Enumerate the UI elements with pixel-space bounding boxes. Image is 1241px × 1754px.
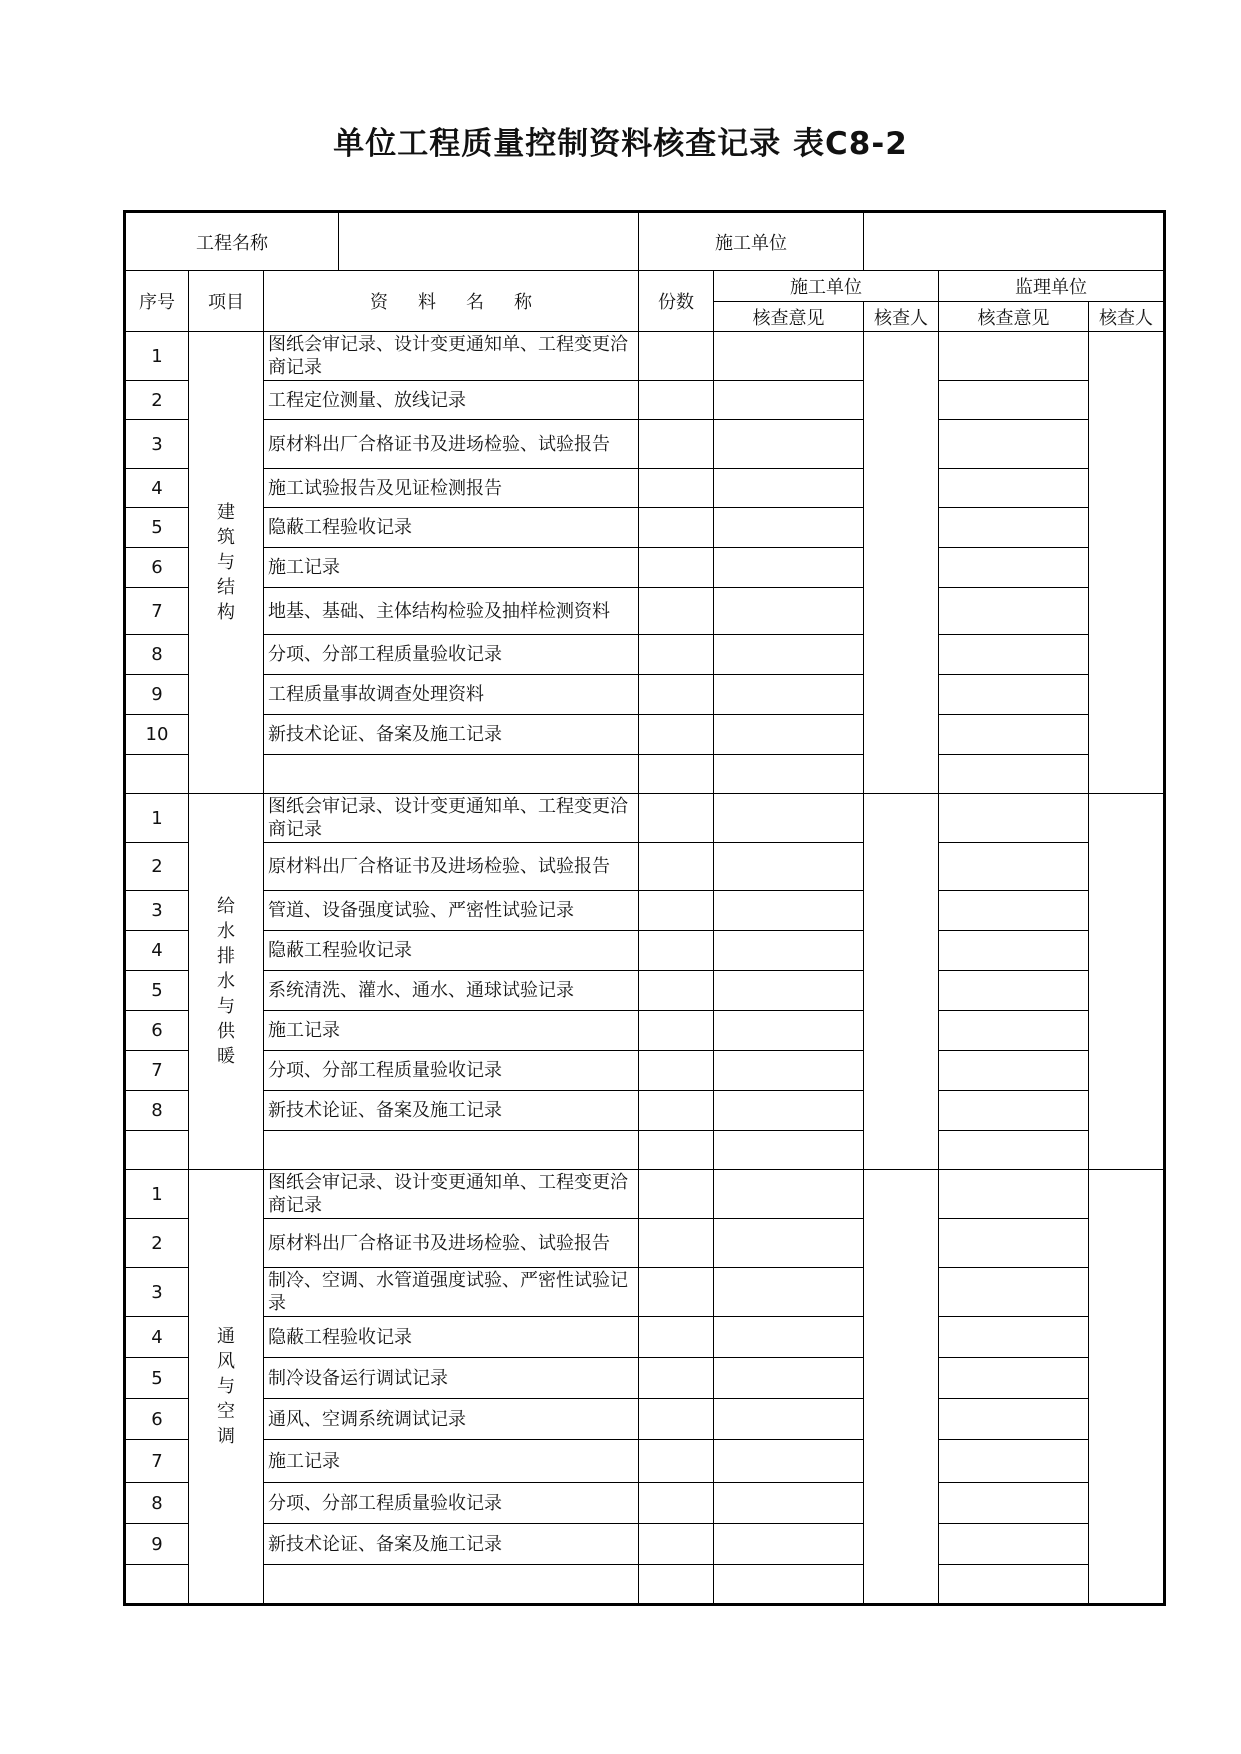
- row-doc-name: 新技术论证、备案及施工记录: [264, 1091, 639, 1131]
- row-seq: 1: [125, 1170, 189, 1219]
- row-seq: 10: [125, 715, 189, 755]
- col-seq: 序号: [125, 271, 189, 332]
- row-doc-name: 地基、基础、主体结构检验及抽样检测资料: [264, 588, 639, 635]
- row-supervision-opinion-field[interactable]: [939, 635, 1089, 675]
- table-row: [125, 1131, 1165, 1170]
- row-copies-field[interactable]: [639, 1011, 714, 1051]
- row-construction-opinion-field[interactable]: [714, 1524, 864, 1565]
- row-construction-opinion-field[interactable]: [714, 843, 864, 891]
- row-construction-opinion-field[interactable]: [714, 508, 864, 548]
- col-supervision-unit: 监理单位: [939, 271, 1165, 302]
- row-copies-field[interactable]: [639, 1399, 714, 1440]
- table-row: [125, 675, 1165, 715]
- row-supervision-opinion-field[interactable]: [939, 508, 1089, 548]
- row-construction-opinion-field[interactable]: [714, 332, 864, 381]
- row-doc-name: 制冷、空调、水管道强度试验、严密性试验记录: [264, 1268, 639, 1317]
- row-doc-name: 管道、设备强度试验、严密性试验记录: [264, 891, 639, 931]
- row-copies-field[interactable]: [639, 1440, 714, 1483]
- row-copies-field[interactable]: [639, 635, 714, 675]
- row-supervision-opinion-field[interactable]: [939, 381, 1089, 420]
- row-copies-field[interactable]: [639, 1317, 714, 1358]
- row-supervision-opinion-field[interactable]: [939, 931, 1089, 971]
- row-copies-field[interactable]: [639, 755, 714, 794]
- row-construction-opinion-field[interactable]: [714, 1051, 864, 1091]
- row-supervision-opinion-field[interactable]: [939, 1011, 1089, 1051]
- construction-unit-label: 施工单位: [639, 212, 864, 271]
- section-item-label: 给 水 排 水 与 供 暖: [189, 794, 264, 1170]
- row-seq: 8: [125, 635, 189, 675]
- table-row: [125, 1051, 1165, 1091]
- table-row: [125, 381, 1165, 420]
- inspection-table: [123, 210, 1166, 1606]
- row-construction-opinion-field[interactable]: [714, 1358, 864, 1399]
- table-row: [125, 1011, 1165, 1051]
- row-supervision-opinion-field[interactable]: [939, 755, 1089, 794]
- row-copies-field[interactable]: [639, 548, 714, 588]
- row-construction-opinion-field[interactable]: [714, 794, 864, 843]
- row-doc-name: 隐蔽工程验收记录: [264, 931, 639, 971]
- table-row: [125, 635, 1165, 675]
- row-seq: 4: [125, 1317, 189, 1358]
- row-doc-name: 图纸会审记录、设计变更通知单、工程变更洽商记录: [264, 332, 639, 381]
- col-construction-unit: 施工单位: [714, 271, 939, 302]
- row-copies-field[interactable]: [639, 715, 714, 755]
- row-supervision-opinion-field[interactable]: [939, 420, 1089, 469]
- row-seq: 6: [125, 548, 189, 588]
- table-row: [125, 715, 1165, 755]
- table-row: [125, 332, 1165, 381]
- row-supervision-opinion-field[interactable]: [939, 1051, 1089, 1091]
- row-copies-field[interactable]: [639, 1091, 714, 1131]
- col-copies: 份数: [639, 271, 714, 332]
- row-copies-field[interactable]: [639, 381, 714, 420]
- table-row: [125, 1091, 1165, 1131]
- row-supervision-opinion-field[interactable]: [939, 588, 1089, 635]
- row-copies-field[interactable]: [639, 1483, 714, 1524]
- row-construction-opinion-field[interactable]: [714, 1268, 864, 1317]
- row-doc-name: 分项、分部工程质量验收记录: [264, 635, 639, 675]
- row-construction-opinion-field[interactable]: [714, 755, 864, 794]
- table-row: [125, 588, 1165, 635]
- row-seq: 3: [125, 891, 189, 931]
- row-supervision-opinion-field[interactable]: [939, 843, 1089, 891]
- row-doc-name: 隐蔽工程验收记录: [264, 508, 639, 548]
- row-seq: 2: [125, 381, 189, 420]
- row-supervision-opinion-field[interactable]: [939, 1317, 1089, 1358]
- table-row: [125, 1524, 1165, 1565]
- row-copies-field[interactable]: [639, 1565, 714, 1605]
- row-construction-opinion-field[interactable]: [714, 381, 864, 420]
- row-construction-opinion-field[interactable]: [714, 891, 864, 931]
- col-construction-checker: 核查人: [864, 302, 939, 332]
- table-row: [125, 971, 1165, 1011]
- table-row: [125, 843, 1165, 891]
- table-row: [125, 548, 1165, 588]
- row-doc-name: 隐蔽工程验收记录: [264, 1317, 639, 1358]
- table-row: [125, 1268, 1165, 1317]
- row-supervision-opinion-field[interactable]: [939, 1565, 1089, 1605]
- row-construction-opinion-field[interactable]: [714, 1440, 864, 1483]
- row-construction-opinion-field[interactable]: [714, 1170, 864, 1219]
- row-copies-field[interactable]: [639, 508, 714, 548]
- row-copies-field[interactable]: [639, 588, 714, 635]
- row-copies-field[interactable]: [639, 1524, 714, 1565]
- row-copies-field[interactable]: [639, 931, 714, 971]
- row-doc-name: 制冷设备运行调试记录: [264, 1358, 639, 1399]
- row-copies-field[interactable]: [639, 1170, 714, 1219]
- row-doc-name: 施工试验报告及见证检测报告: [264, 469, 639, 508]
- row-supervision-opinion-field[interactable]: [939, 675, 1089, 715]
- table-row: [125, 1219, 1165, 1268]
- row-seq: 3: [125, 1268, 189, 1317]
- row-construction-opinion-field[interactable]: [714, 635, 864, 675]
- row-seq: [125, 1565, 189, 1605]
- row-supervision-opinion-field[interactable]: [939, 971, 1089, 1011]
- construction-checker-field[interactable]: [864, 1170, 939, 1605]
- table-row: [125, 469, 1165, 508]
- table-row: [125, 891, 1165, 931]
- table-row: [125, 1565, 1165, 1605]
- row-copies-field[interactable]: [639, 1051, 714, 1091]
- row-seq: 5: [125, 508, 189, 548]
- row-doc-name: 施工记录: [264, 1440, 639, 1483]
- row-seq: 4: [125, 469, 189, 508]
- row-doc-name: 施工记录: [264, 1011, 639, 1051]
- row-doc-name: 图纸会审记录、设计变更通知单、工程变更洽商记录: [264, 794, 639, 843]
- construction-unit-field[interactable]: [864, 212, 1165, 271]
- row-seq: 8: [125, 1483, 189, 1524]
- row-copies-field[interactable]: [639, 843, 714, 891]
- page-title: 单位工程质量控制资料核查记录 表C8-2: [333, 126, 908, 162]
- header-row-project: [125, 212, 1165, 271]
- table-row: [125, 1170, 1165, 1219]
- col-supervision-checker: 核查人: [1089, 302, 1165, 332]
- row-copies-field[interactable]: [639, 420, 714, 469]
- row-construction-opinion-field[interactable]: [714, 1565, 864, 1605]
- row-doc-name: 工程定位测量、放线记录: [264, 381, 639, 420]
- row-copies-field[interactable]: [639, 1358, 714, 1399]
- row-copies-field[interactable]: [639, 469, 714, 508]
- row-construction-opinion-field[interactable]: [714, 548, 864, 588]
- row-seq: 7: [125, 1440, 189, 1483]
- row-seq: [125, 1131, 189, 1170]
- row-doc-name: 原材料出厂合格证书及进场检验、试验报告: [264, 420, 639, 469]
- row-seq: [125, 755, 189, 794]
- row-supervision-opinion-field[interactable]: [939, 715, 1089, 755]
- row-seq: 6: [125, 1399, 189, 1440]
- supervision-checker-field[interactable]: [1089, 332, 1165, 794]
- row-supervision-opinion-field[interactable]: [939, 469, 1089, 508]
- row-doc-name: 分项、分部工程质量验收记录: [264, 1483, 639, 1524]
- row-supervision-opinion-field[interactable]: [939, 1219, 1089, 1268]
- row-copies-field[interactable]: [639, 675, 714, 715]
- row-copies-field[interactable]: [639, 971, 714, 1011]
- row-supervision-opinion-field[interactable]: [939, 1268, 1089, 1317]
- row-doc-name: [264, 755, 639, 794]
- row-copies-field[interactable]: [639, 1219, 714, 1268]
- row-supervision-opinion-field[interactable]: [939, 548, 1089, 588]
- row-doc-name: [264, 1131, 639, 1170]
- col-construction-opinion: 核查意见: [714, 302, 864, 332]
- row-construction-opinion-field[interactable]: [714, 1131, 864, 1170]
- col-item: 项目: [189, 271, 264, 332]
- row-supervision-opinion-field[interactable]: [939, 1524, 1089, 1565]
- row-construction-opinion-field[interactable]: [714, 469, 864, 508]
- row-supervision-opinion-field[interactable]: [939, 1358, 1089, 1399]
- row-doc-name: 工程质量事故调查处理资料: [264, 675, 639, 715]
- row-copies-field[interactable]: [639, 891, 714, 931]
- row-seq: 9: [125, 675, 189, 715]
- row-copies-field[interactable]: [639, 332, 714, 381]
- project-name-field[interactable]: [339, 212, 639, 271]
- table-row: [125, 508, 1165, 548]
- row-doc-name: 分项、分部工程质量验收记录: [264, 1051, 639, 1091]
- row-seq: 4: [125, 931, 189, 971]
- row-seq: 1: [125, 332, 189, 381]
- row-construction-opinion-field[interactable]: [714, 1011, 864, 1051]
- row-supervision-opinion-field[interactable]: [939, 891, 1089, 931]
- row-construction-opinion-field[interactable]: [714, 1317, 864, 1358]
- supervision-checker-field[interactable]: [1089, 794, 1165, 1170]
- construction-checker-field[interactable]: [864, 794, 939, 1170]
- col-supervision-opinion: 核查意见: [939, 302, 1089, 332]
- row-supervision-opinion-field[interactable]: [939, 332, 1089, 381]
- row-doc-name: 系统清洗、灌水、通水、通球试验记录: [264, 971, 639, 1011]
- row-doc-name: 施工记录: [264, 548, 639, 588]
- table-row: [125, 1399, 1165, 1440]
- row-seq: 3: [125, 420, 189, 469]
- row-supervision-opinion-field[interactable]: [939, 1399, 1089, 1440]
- row-doc-name: 原材料出厂合格证书及进场检验、试验报告: [264, 843, 639, 891]
- table-row: [125, 755, 1165, 794]
- row-construction-opinion-field[interactable]: [714, 715, 864, 755]
- row-doc-name: 图纸会审记录、设计变更通知单、工程变更洽商记录: [264, 1170, 639, 1219]
- row-construction-opinion-field[interactable]: [714, 588, 864, 635]
- row-seq: 6: [125, 1011, 189, 1051]
- supervision-checker-field[interactable]: [1089, 1170, 1165, 1605]
- row-seq: 5: [125, 971, 189, 1011]
- row-seq: 2: [125, 1219, 189, 1268]
- row-seq: 2: [125, 843, 189, 891]
- section-item-label: 建 筑 与 结 构: [189, 332, 264, 794]
- table-row: [125, 794, 1165, 843]
- table-row: [125, 1483, 1165, 1524]
- row-seq: 5: [125, 1358, 189, 1399]
- row-construction-opinion-field[interactable]: [714, 931, 864, 971]
- section-item-label: 通 风 与 空 调: [189, 1170, 264, 1605]
- row-construction-opinion-field[interactable]: [714, 1219, 864, 1268]
- row-doc-name: 新技术论证、备案及施工记录: [264, 715, 639, 755]
- row-construction-opinion-field[interactable]: [714, 1091, 864, 1131]
- row-supervision-opinion-field[interactable]: [939, 794, 1089, 843]
- row-supervision-opinion-field[interactable]: [939, 1131, 1089, 1170]
- row-construction-opinion-field[interactable]: [714, 420, 864, 469]
- row-copies-field[interactable]: [639, 794, 714, 843]
- row-construction-opinion-field[interactable]: [714, 1483, 864, 1524]
- table-row: [125, 1358, 1165, 1399]
- row-seq: 8: [125, 1091, 189, 1131]
- row-copies-field[interactable]: [639, 1131, 714, 1170]
- row-construction-opinion-field[interactable]: [714, 1399, 864, 1440]
- table-row: [125, 1440, 1165, 1483]
- row-seq: 1: [125, 794, 189, 843]
- row-seq: 7: [125, 588, 189, 635]
- row-construction-opinion-field[interactable]: [714, 675, 864, 715]
- project-name-label: 工程名称: [125, 212, 339, 271]
- row-supervision-opinion-field[interactable]: [939, 1091, 1089, 1131]
- row-supervision-opinion-field[interactable]: [939, 1440, 1089, 1483]
- row-doc-name: 通风、空调系统调试记录: [264, 1399, 639, 1440]
- table-row: [125, 420, 1165, 469]
- col-doc-name: 资料名称: [264, 271, 639, 332]
- row-seq: 7: [125, 1051, 189, 1091]
- row-doc-name: 新技术论证、备案及施工记录: [264, 1524, 639, 1565]
- row-doc-name: 原材料出厂合格证书及进场检验、试验报告: [264, 1219, 639, 1268]
- table-row: [125, 1317, 1165, 1358]
- row-doc-name: [264, 1565, 639, 1605]
- row-copies-field[interactable]: [639, 1268, 714, 1317]
- header-row-columns: [125, 271, 1165, 302]
- row-seq: 9: [125, 1524, 189, 1565]
- table-row: [125, 931, 1165, 971]
- row-supervision-opinion-field[interactable]: [939, 1483, 1089, 1524]
- row-construction-opinion-field[interactable]: [714, 971, 864, 1011]
- construction-checker-field[interactable]: [864, 332, 939, 794]
- row-supervision-opinion-field[interactable]: [939, 1170, 1089, 1219]
